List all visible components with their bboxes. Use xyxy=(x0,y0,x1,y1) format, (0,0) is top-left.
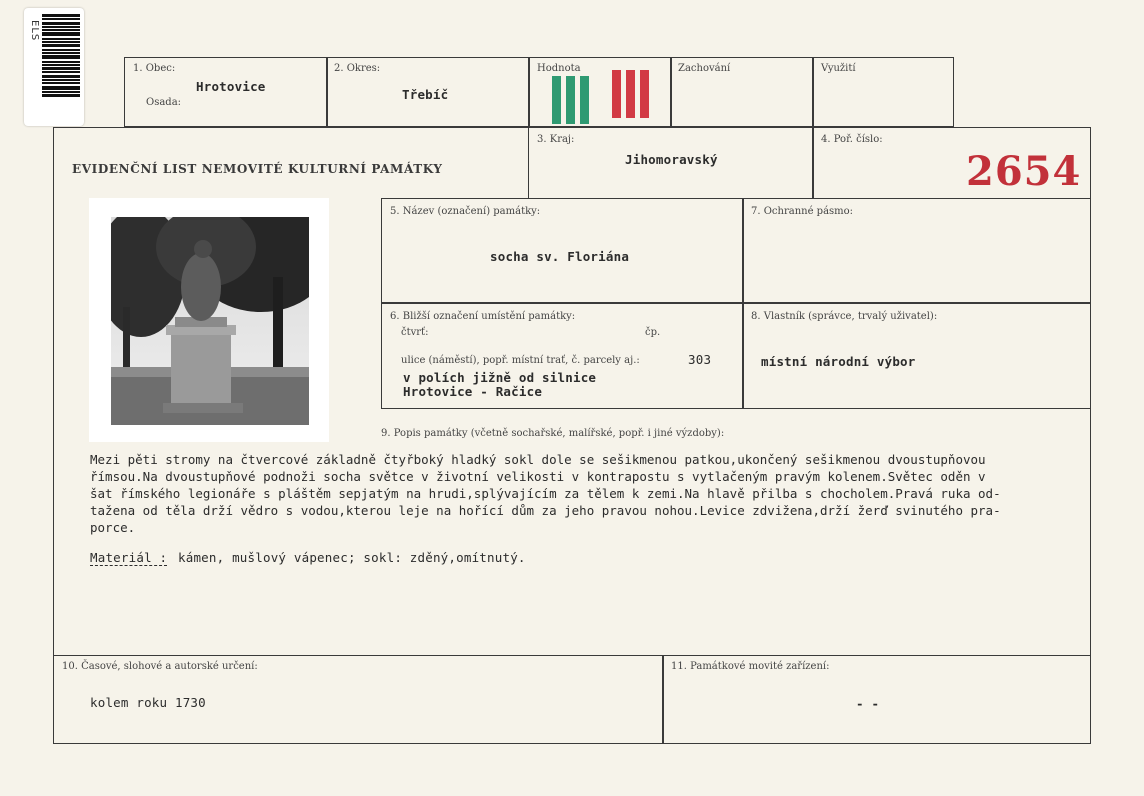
zarizeni-label: 11. Památkové movité zařízení: xyxy=(671,661,830,672)
vlastnik-label: 8. Vlastník (správce, trvalý uživatel): xyxy=(751,311,938,322)
monument-photo xyxy=(89,198,329,442)
umisteni-value-line2: Hrotovice - Račice xyxy=(403,384,543,399)
cislo-label: 4. Poř. číslo: xyxy=(821,134,883,145)
umisteni-label: 6. Bližší označení umístění památky: xyxy=(390,311,576,322)
datace-value: kolem roku 1730 xyxy=(90,695,206,710)
popis-text: Mezi pěti stromy na čtvercové základně čtyřboký hladký sokl dole se sešikmenou patkou,ukončený sešikmenou dvoustupňovou římsou.Na dvoustupňové podnoži socha světce v životní velikosti v kontrapostu s vytlačeným pravým kolenem.Světec oděn v šat římského legionáře s pláštěm sepjatým na hrudi,splývajícím za tělem k zemi.Na hlavě přilba s chocholem.Pravá ruka od- tažena od těla drží vědro s vodou,kterou leje na hořící dům za jeho pravou nohou.Levice zdvižena,drží žerď svinutého pra- porce. xyxy=(90,452,1001,535)
nazev-label: 5. Název (označení) památky: xyxy=(390,206,541,217)
form-title: EVIDENČNÍ LIST NEMOVITÉ KULTURNÍ PAMÁTKY xyxy=(72,162,443,176)
vyuziti-label: Využití xyxy=(821,63,856,74)
ctvrt-label: čtvrť: xyxy=(401,327,429,338)
vlastnik-value: místní národní výbor xyxy=(761,354,916,369)
kraj-value: Jihomoravský xyxy=(625,152,718,167)
hodnota-label: Hodnota xyxy=(537,63,581,74)
umisteni-value-line1: v polích jižně od silnice xyxy=(403,370,597,385)
statue-photo-icon xyxy=(111,217,309,425)
barcode-label xyxy=(24,8,84,126)
barcode-icon xyxy=(42,14,80,110)
value-marks-icon xyxy=(550,70,660,124)
parcela-value: 303 xyxy=(688,352,712,367)
datace-label: 10. Časové, slohové a autorské určení: xyxy=(62,661,258,672)
record-number: 2654 xyxy=(966,148,1082,195)
cp-label: čp. xyxy=(645,327,661,338)
barcode-code: ELS xyxy=(29,20,40,42)
ulice-label: ulice (náměstí), popř. místní trať, č. parcely aj.: xyxy=(401,355,640,366)
nazev-value: socha sv. Floriána xyxy=(490,249,630,264)
zarizeni-value: - - xyxy=(856,696,880,711)
material-label: Materiál : xyxy=(90,550,168,565)
popis-label: 9. Popis památky (včetně sochařské, malířské, popř. i jiné výzdoby): xyxy=(381,428,725,439)
obec-label: 1. Obec: xyxy=(133,63,176,74)
okres-label: 2. Okres: xyxy=(334,63,381,74)
kraj-label: 3. Kraj: xyxy=(537,134,575,145)
zachovani-label: Zachování xyxy=(678,63,731,74)
osada-label: Osada: xyxy=(146,97,182,108)
material-value: kámen, mušlový vápenec; sokl: zděný,omítnutý. xyxy=(178,550,526,565)
okres-value: Třebíč xyxy=(402,87,449,102)
pasmo-label: 7. Ochranné pásmo: xyxy=(751,206,854,217)
obec-value: Hrotovice xyxy=(196,79,266,94)
